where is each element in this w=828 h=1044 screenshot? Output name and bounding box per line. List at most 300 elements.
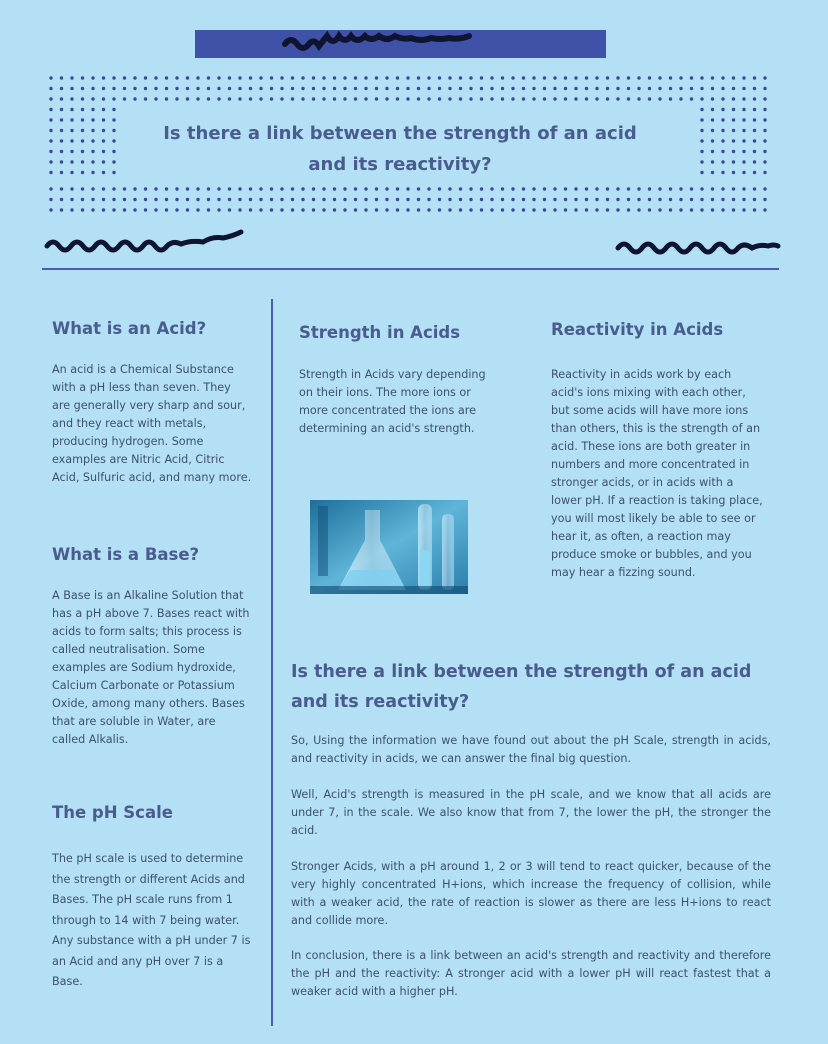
frame-dot: [322, 97, 325, 100]
frame-dot: [385, 208, 388, 211]
frame-dot: [490, 187, 493, 190]
frame-dot: [700, 118, 703, 121]
frame-dot: [364, 76, 367, 79]
frame-dot: [70, 187, 73, 190]
frame-dot: [259, 187, 262, 190]
frame-dot: [469, 208, 472, 211]
frame-dot: [501, 208, 504, 211]
frame-dot: [385, 76, 388, 79]
frame-dot: [522, 187, 525, 190]
frame-dot: [133, 76, 136, 79]
frame-dot: [711, 108, 714, 111]
frame-dot: [385, 198, 388, 201]
frame-dot: [312, 208, 315, 211]
frame-dot: [469, 187, 472, 190]
header-divider: [42, 268, 779, 270]
reactivity-text: Reactivity in acids work by each acid's ions mixing with each other, but some acids will have more ions than others, this is the strength of an acid. These ions are both greater in numbers and more concentrated in stronger acids, or in acids with a lower pH. If a reaction is taking place, you will most likely be able to see or hear it, as often, a reaction may produce smoke or bubbles, and you may hear a fizzing sound.: [551, 368, 763, 579]
frame-dot: [595, 76, 598, 79]
frame-dot: [354, 97, 357, 100]
frame-dot: [270, 97, 273, 100]
frame-dot: [511, 208, 514, 211]
frame-dot: [448, 187, 451, 190]
frame-dot: [574, 87, 577, 90]
frame-dot: [291, 208, 294, 211]
frame-dot: [711, 129, 714, 132]
frame-dot: [438, 198, 441, 201]
frame-dot: [70, 160, 73, 163]
frame-dot: [217, 187, 220, 190]
frame-dot: [606, 76, 609, 79]
frame-dot: [333, 198, 336, 201]
frame-dot: [396, 187, 399, 190]
frame-dot: [91, 129, 94, 132]
frame-dot: [343, 76, 346, 79]
frame-dot: [81, 76, 84, 79]
frame-dot: [606, 208, 609, 211]
frame-dot: [375, 76, 378, 79]
frame-dot: [690, 198, 693, 201]
frame-dot: [165, 208, 168, 211]
frame-dot: [690, 87, 693, 90]
frame-dot: [700, 171, 703, 174]
frame-dot: [70, 139, 73, 142]
frame-dot: [616, 187, 619, 190]
frame-dot: [133, 87, 136, 90]
conclusion-paragraph-3: Stronger Acids, with a pH around 1, 2 or 3 will tend to react quicker, because of the very highly concentrated H+ions, which increase the frequency of collision, while with a weaker acid, the rate of reaction is slower as there are less H+ions to react and collide more.: [291, 860, 771, 927]
frame-dot: [196, 208, 199, 211]
frame-dot: [270, 198, 273, 201]
redaction-scribble-right: [618, 244, 778, 252]
frame-dot: [585, 87, 588, 90]
frame-dot: [480, 97, 483, 100]
frame-dot: [427, 97, 430, 100]
frame-dot: [102, 108, 105, 111]
frame-dot: [763, 129, 766, 132]
frame-dot: [763, 87, 766, 90]
frame-dot: [91, 160, 94, 163]
frame-dot: [280, 187, 283, 190]
frame-dot: [270, 208, 273, 211]
frame-dot: [49, 187, 52, 190]
frame-dot: [616, 87, 619, 90]
frame-dot: [438, 87, 441, 90]
frame-dot: [711, 76, 714, 79]
frame-dot: [333, 97, 336, 100]
frame-dot: [763, 97, 766, 100]
frame-dot: [343, 187, 346, 190]
frame-dot: [501, 76, 504, 79]
frame-dot: [91, 198, 94, 201]
frame-dot: [133, 198, 136, 201]
frame-dot: [721, 187, 724, 190]
frame-dot: [112, 139, 115, 142]
frame-dot: [165, 97, 168, 100]
frame-dot: [70, 208, 73, 211]
frame-dot: [438, 97, 441, 100]
frame-dot: [721, 87, 724, 90]
frame-dot: [207, 187, 210, 190]
frame-dot: [291, 187, 294, 190]
frame-dot: [679, 87, 682, 90]
frame-dot: [333, 208, 336, 211]
frame-dot: [154, 187, 157, 190]
frame-dot: [375, 198, 378, 201]
frame-dot: [543, 187, 546, 190]
frame-dot: [564, 187, 567, 190]
frame-dot: [228, 97, 231, 100]
frame-dot: [102, 118, 105, 121]
frame-dot: [154, 198, 157, 201]
frame-dot: [606, 87, 609, 90]
frame-dot: [81, 171, 84, 174]
frame-dot: [60, 97, 63, 100]
conclusion-paragraph-4: In conclusion, there is a link between an acid's strength and reactivity and therefore the pH and the reactivity: A stronger acid with a lower pH will react fastest that a weaker acid with a higher pH.: [291, 949, 771, 998]
frame-dot: [301, 187, 304, 190]
frame-dot: [553, 187, 556, 190]
frame-dot: [438, 208, 441, 211]
frame-dot: [49, 129, 52, 132]
frame-dot: [490, 76, 493, 79]
frame-dot: [763, 208, 766, 211]
frame-dot: [60, 187, 63, 190]
frame-dot: [102, 160, 105, 163]
frame-dot: [196, 76, 199, 79]
page-title: Is there a link between the strength of an acid and its reactivity?: [163, 123, 637, 175]
frame-dot: [154, 97, 157, 100]
frame-dot: [721, 150, 724, 153]
frame-dot: [49, 160, 52, 163]
frame-dot: [532, 87, 535, 90]
frame-dot: [480, 76, 483, 79]
frame-dot: [438, 187, 441, 190]
frame-dot: [70, 76, 73, 79]
frame-dot: [637, 208, 640, 211]
frame-dot: [732, 160, 735, 163]
frame-dot: [448, 198, 451, 201]
frame-dot: [123, 198, 126, 201]
frame-dot: [70, 129, 73, 132]
frame-dot: [564, 97, 567, 100]
frame-dot: [123, 208, 126, 211]
frame-dot: [396, 97, 399, 100]
frame-dot: [459, 97, 462, 100]
frame-dot: [217, 87, 220, 90]
frame-dot: [606, 187, 609, 190]
frame-dot: [637, 76, 640, 79]
frame-dot: [753, 76, 756, 79]
frame-dot: [532, 76, 535, 79]
frame-dot: [417, 198, 420, 201]
redaction-scribble-left: [47, 232, 241, 250]
frame-dot: [763, 160, 766, 163]
frame-dot: [564, 198, 567, 201]
frame-dot: [585, 97, 588, 100]
frame-dot: [112, 208, 115, 211]
frame-dot: [721, 208, 724, 211]
frame-dot: [574, 187, 577, 190]
frame-dot: [616, 76, 619, 79]
frame-dot: [354, 208, 357, 211]
frame-dot: [165, 198, 168, 201]
frame-dot: [312, 187, 315, 190]
frame-dot: [385, 187, 388, 190]
frame-dot: [406, 187, 409, 190]
frame-dot: [763, 150, 766, 153]
frame-dot: [459, 187, 462, 190]
frame-dot: [60, 208, 63, 211]
frame-dot: [291, 198, 294, 201]
frame-dot: [312, 76, 315, 79]
frame-dot: [627, 208, 630, 211]
frame-dot: [217, 76, 220, 79]
frame-dot: [49, 87, 52, 90]
frame-dot: [753, 150, 756, 153]
frame-dot: [343, 97, 346, 100]
frame-dot: [742, 187, 745, 190]
frame-dot: [144, 97, 147, 100]
frame-dot: [564, 87, 567, 90]
frame-dot: [301, 97, 304, 100]
frame-dot: [123, 87, 126, 90]
acid-heading: What is an Acid?: [52, 319, 207, 338]
frame-dot: [81, 150, 84, 153]
frame-dot: [217, 198, 220, 201]
frame-dot: [301, 208, 304, 211]
frame-dot: [238, 97, 241, 100]
frame-dot: [742, 150, 745, 153]
frame-dot: [732, 198, 735, 201]
frame-dot: [711, 150, 714, 153]
frame-dot: [648, 198, 651, 201]
frame-dot: [543, 208, 546, 211]
frame-dot: [585, 76, 588, 79]
frame-dot: [469, 76, 472, 79]
frame-dot: [448, 76, 451, 79]
frame-dot: [102, 150, 105, 153]
frame-dot: [480, 87, 483, 90]
frame-dot: [732, 129, 735, 132]
frame-dot: [522, 76, 525, 79]
frame-dot: [238, 76, 241, 79]
frame-dot: [438, 76, 441, 79]
frame-dot: [228, 87, 231, 90]
frame-dot: [102, 187, 105, 190]
frame-dot: [742, 118, 745, 121]
frame-dot: [259, 208, 262, 211]
frame-dot: [700, 150, 703, 153]
frame-dot: [123, 187, 126, 190]
frame-dot: [270, 76, 273, 79]
frame-dot: [742, 198, 745, 201]
frame-dot: [700, 87, 703, 90]
frame-dot: [700, 129, 703, 132]
frame-dot: [742, 87, 745, 90]
frame-dot: [721, 129, 724, 132]
frame-dot: [553, 198, 556, 201]
frame-dot: [196, 187, 199, 190]
frame-dot: [112, 97, 115, 100]
frame-dot: [301, 76, 304, 79]
frame-dot: [469, 198, 472, 201]
frame-dot: [228, 198, 231, 201]
frame-dot: [186, 208, 189, 211]
frame-dot: [175, 208, 178, 211]
frame-dot: [70, 97, 73, 100]
frame-dot: [669, 97, 672, 100]
frame-dot: [354, 87, 357, 90]
frame-dot: [70, 171, 73, 174]
frame-dot: [490, 198, 493, 201]
frame-dot: [238, 198, 241, 201]
frame-dot: [396, 87, 399, 90]
frame-dot: [207, 87, 210, 90]
frame-dot: [91, 97, 94, 100]
frame-dot: [49, 76, 52, 79]
frame-dot: [60, 160, 63, 163]
frame-dot: [742, 97, 745, 100]
frame-dot: [648, 87, 651, 90]
frame-dot: [81, 108, 84, 111]
frame-dot: [690, 97, 693, 100]
frame-dot: [186, 198, 189, 201]
frame-dot: [648, 187, 651, 190]
frame-dot: [448, 208, 451, 211]
frame-dot: [417, 187, 420, 190]
frame-dot: [711, 97, 714, 100]
frame-dot: [322, 76, 325, 79]
frame-dot: [165, 187, 168, 190]
frame-dot: [511, 76, 514, 79]
frame-dot: [406, 208, 409, 211]
frame-dot: [627, 198, 630, 201]
frame-dot: [711, 187, 714, 190]
frame-dot: [60, 76, 63, 79]
frame-dot: [532, 97, 535, 100]
frame-dot: [501, 87, 504, 90]
frame-dot: [763, 108, 766, 111]
frame-dot: [553, 208, 556, 211]
frame-dot: [679, 208, 682, 211]
frame-dot: [459, 76, 462, 79]
frame-dot: [49, 108, 52, 111]
frame-dot: [133, 208, 136, 211]
frame-dot: [322, 187, 325, 190]
frame-dot: [742, 208, 745, 211]
frame-dot: [427, 198, 430, 201]
frame-dot: [417, 208, 420, 211]
frame-dot: [60, 118, 63, 121]
frame-dot: [753, 171, 756, 174]
frame-dot: [280, 198, 283, 201]
frame-dot: [49, 97, 52, 100]
frame-dot: [175, 187, 178, 190]
frame-dot: [60, 87, 63, 90]
frame-dot: [49, 139, 52, 142]
frame-dot: [732, 108, 735, 111]
frame-dot: [354, 187, 357, 190]
frame-dot: [658, 208, 661, 211]
frame-dot: [91, 87, 94, 90]
frame-dot: [648, 97, 651, 100]
strength-heading: Strength in Acids: [299, 323, 461, 342]
frame-dot: [721, 198, 724, 201]
frame-dot: [154, 76, 157, 79]
frame-dot: [732, 150, 735, 153]
frame-dot: [532, 187, 535, 190]
frame-dot: [753, 129, 756, 132]
frame-dot: [753, 198, 756, 201]
frame-dot: [700, 198, 703, 201]
frame-dot: [490, 208, 493, 211]
frame-dot: [637, 87, 640, 90]
frame-dot: [574, 198, 577, 201]
frame-dot: [217, 208, 220, 211]
frame-dot: [207, 97, 210, 100]
frame-dot: [60, 150, 63, 153]
frame-dot: [669, 187, 672, 190]
frame-dot: [81, 118, 84, 121]
frame-dot: [700, 187, 703, 190]
frame-dot: [81, 160, 84, 163]
frame-dot: [711, 160, 714, 163]
frame-dot: [406, 87, 409, 90]
frame-dot: [144, 76, 147, 79]
frame-dot: [753, 87, 756, 90]
frame-dot: [207, 208, 210, 211]
frame-dot: [711, 139, 714, 142]
frame-dot: [511, 87, 514, 90]
frame-dot: [280, 208, 283, 211]
frame-dot: [763, 118, 766, 121]
frame-dot: [763, 198, 766, 201]
frame-dot: [417, 97, 420, 100]
frame-dot: [469, 97, 472, 100]
frame-dot: [406, 97, 409, 100]
frame-dot: [627, 76, 630, 79]
frame-dot: [259, 76, 262, 79]
frame-dot: [574, 76, 577, 79]
frame-dot: [186, 97, 189, 100]
frame-dot: [112, 118, 115, 121]
frame-dot: [81, 198, 84, 201]
frame-dot: [112, 87, 115, 90]
frame-dot: [385, 97, 388, 100]
frame-dot: [154, 87, 157, 90]
frame-dot: [669, 87, 672, 90]
frame-dot: [406, 76, 409, 79]
frame-dot: [732, 171, 735, 174]
frame-dot: [154, 208, 157, 211]
frame-dot: [70, 108, 73, 111]
frame-dot: [60, 129, 63, 132]
frame-dot: [522, 87, 525, 90]
frame-dot: [753, 139, 756, 142]
frame-dot: [144, 187, 147, 190]
frame-dot: [81, 97, 84, 100]
frame-dot: [627, 87, 630, 90]
frame-dot: [732, 208, 735, 211]
frame-dot: [396, 76, 399, 79]
frame-dot: [742, 160, 745, 163]
frame-dot: [49, 150, 52, 153]
frame-dot: [511, 97, 514, 100]
frame-dot: [585, 208, 588, 211]
frame-dot: [406, 198, 409, 201]
frame-dot: [574, 97, 577, 100]
frame-dot: [501, 198, 504, 201]
frame-dot: [480, 198, 483, 201]
frame-dot: [175, 198, 178, 201]
